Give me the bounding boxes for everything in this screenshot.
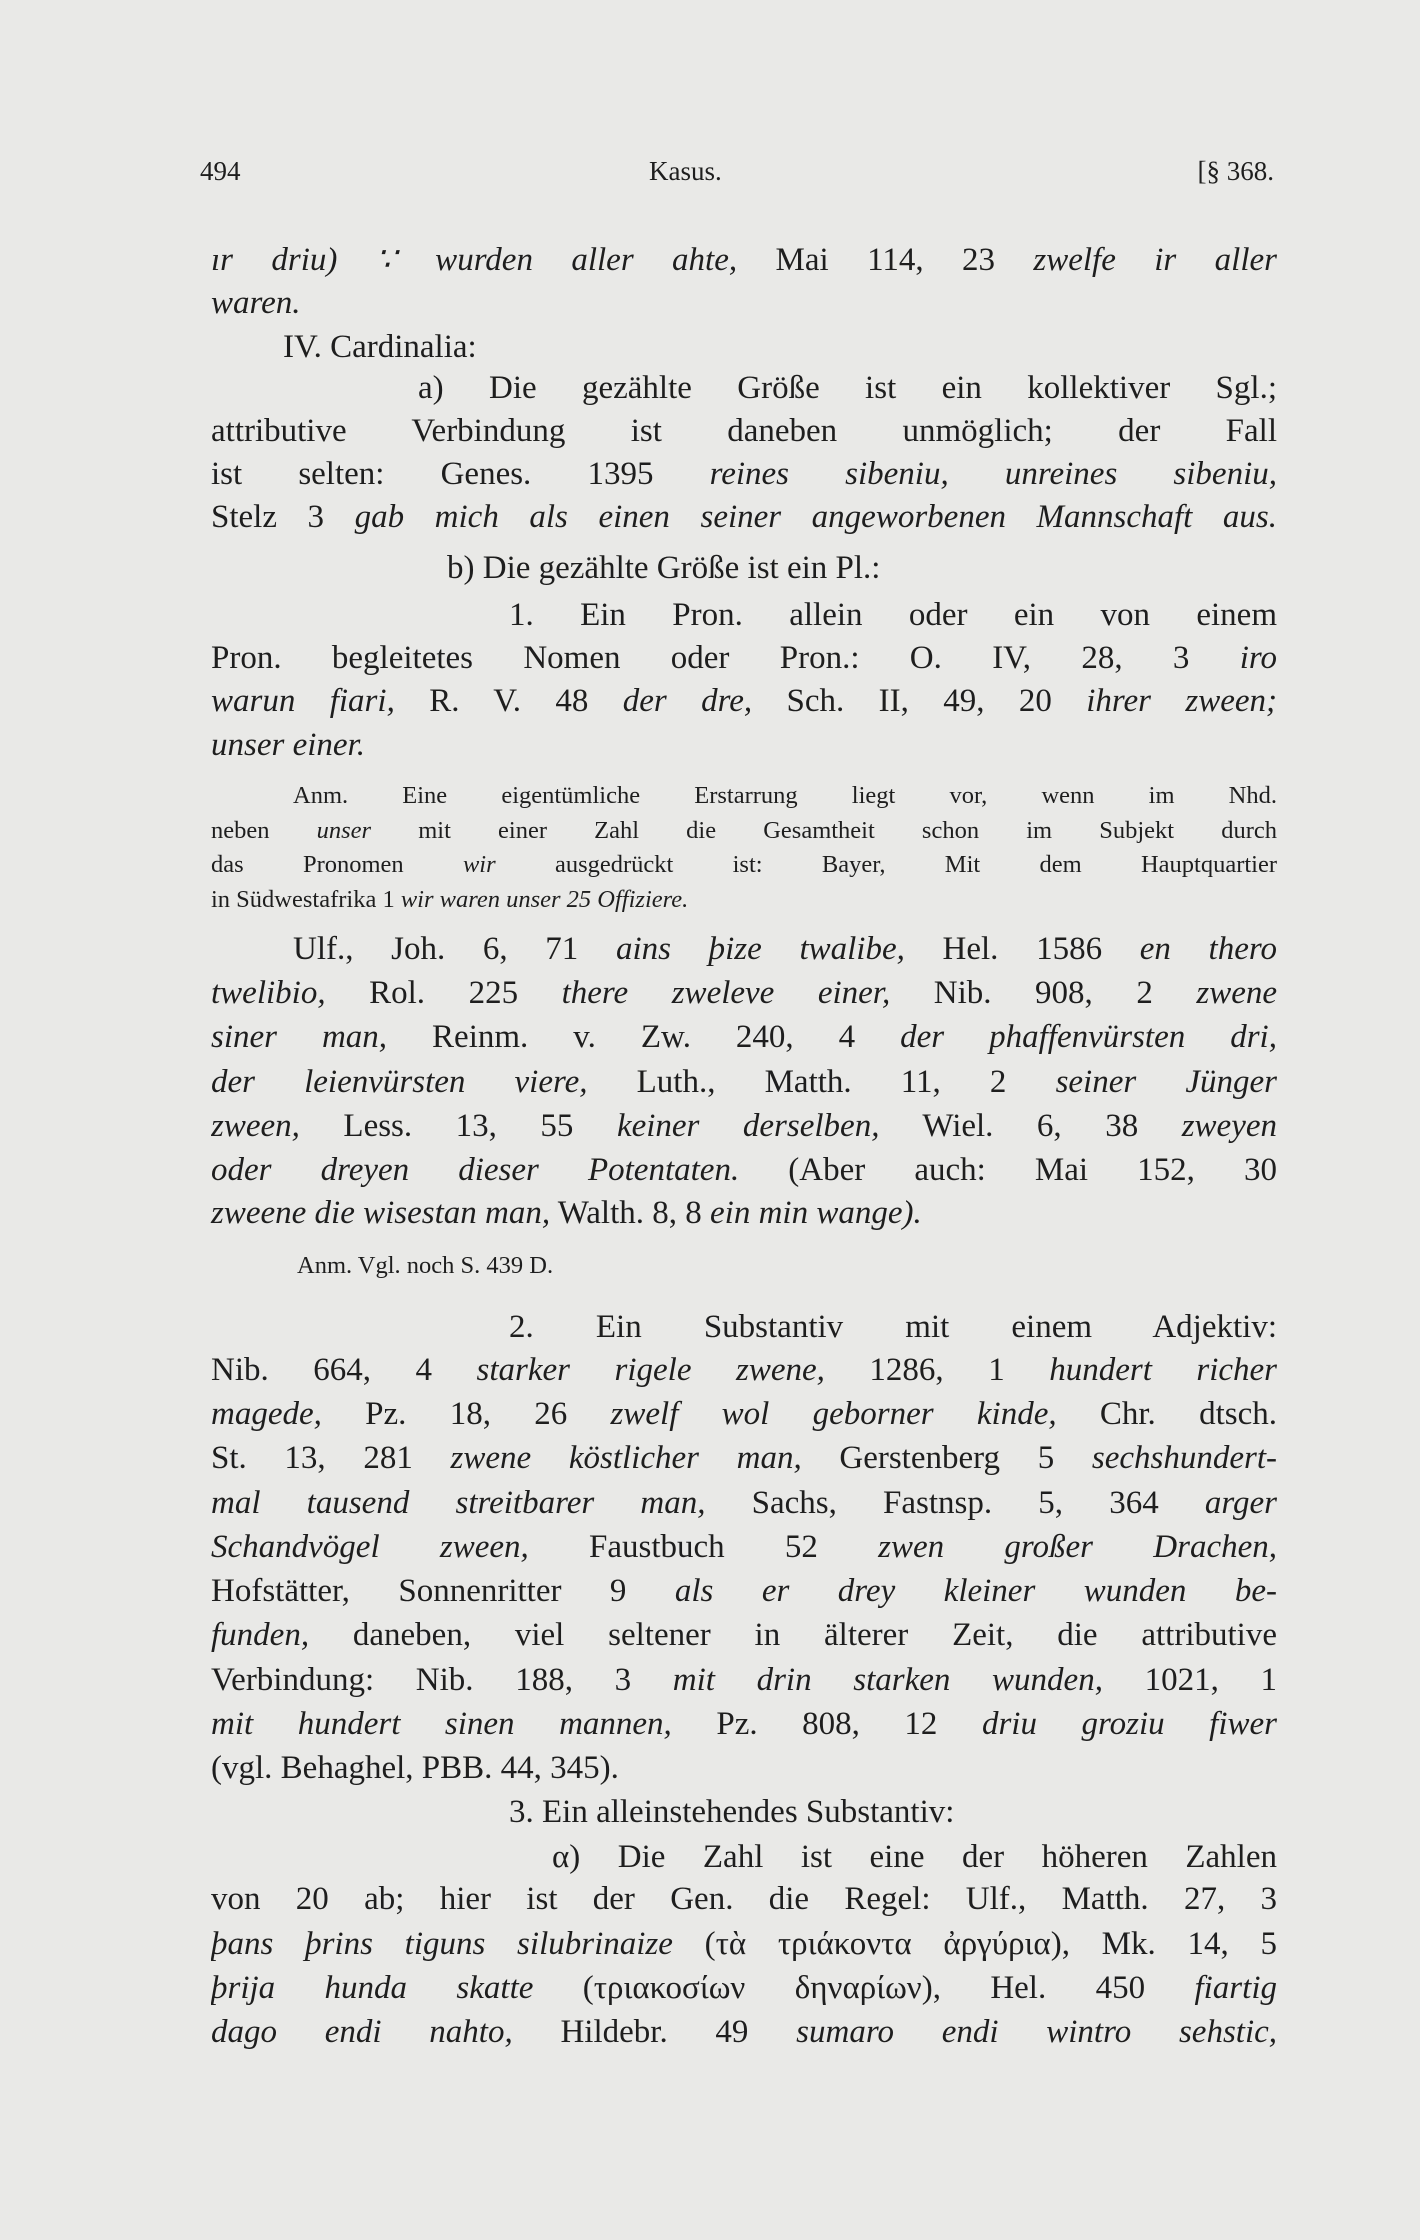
text-run: von 20 ab; hier ist der Gen. die Regel: Ulf., Matth. 27, 3: [211, 1881, 1277, 1918]
italic-quote: zwene: [1196, 975, 1277, 1012]
text-run: IV. Cardinalia:: [283, 328, 477, 365]
text-line: [211, 1660, 1277, 1700]
text-run: (τὰ τριάκοντα ἀργύρια), Mk. 14, 5: [672, 1925, 1277, 1962]
italic-quote: ains þize twalibe,: [615, 930, 905, 967]
text-line: [211, 1704, 1277, 1744]
footnote-line: [293, 781, 1277, 811]
section-number: [§ 368.: [1197, 156, 1274, 186]
text-run: Pz. 18, 26: [321, 1396, 611, 1433]
italic-quote: þrija hunda skatte: [211, 1969, 534, 2006]
text-line: [211, 411, 1277, 451]
italic-quote: zwene köstlicher man,: [450, 1440, 802, 1477]
text-run: Luth., Matth. 11, 2: [587, 1063, 1056, 1100]
italic-quote: zwen großer Drachen,: [878, 1528, 1277, 1565]
italic-quote: þans þrins tiguns silubrinaize: [211, 1925, 673, 1962]
italic-quote: oder dreyen dieser Potentaten.: [211, 1152, 740, 1189]
italic-quote: siner man,: [211, 1019, 388, 1056]
text-line: [283, 327, 1277, 367]
text-run: attributive Verbindung ist daneben unmöglich; der Fall: [211, 412, 1277, 449]
text-run: Pron. begleitetes Nomen oder Pron.: O. IV, 28, 3: [211, 639, 1240, 676]
italic-quote: driu groziu fiwer: [981, 1705, 1277, 1742]
text-line: [211, 1438, 1277, 1478]
page-number: 494: [200, 156, 241, 186]
italic-quote: iro: [1239, 639, 1277, 676]
text-run: in Südwestafrika 1: [211, 886, 401, 914]
text-run: das Pronomen: [211, 850, 463, 878]
text-run: Mai 114, 23: [737, 241, 1034, 278]
running-title: Kasus.: [649, 156, 722, 186]
italic-quote: ihrer zween;: [1086, 682, 1277, 719]
footnote-line: [297, 1251, 1277, 1281]
italic-quote: mit drin starken wunden,: [672, 1661, 1103, 1698]
italic-quote: funden,: [211, 1617, 310, 1654]
text-run: Verbindung: Nib. 188, 3: [211, 1661, 673, 1698]
italic-quote: zwelf wol geborner kinde,: [610, 1396, 1057, 1433]
text-line: [211, 283, 1277, 323]
text-line: [211, 1017, 1277, 1057]
text-run: b) Die gezählte Größe ist ein Pl.:: [447, 549, 881, 586]
text-run: daneben, viel seltener in älterer Zeit, die attributive: [309, 1617, 1277, 1654]
text-run: Hildebr. 49: [512, 2014, 797, 2051]
text-line: [211, 973, 1277, 1013]
text-run: mit einer Zahl die Gesamtheit schon im Subjekt durch: [371, 816, 1277, 844]
text-run: Sch. II, 49, 20: [752, 682, 1087, 719]
text-line: [211, 454, 1277, 494]
text-run: Less. 13, 55: [299, 1107, 617, 1144]
text-run: Stelz 3: [211, 498, 355, 535]
italic-quote: seiner Jünger: [1055, 1063, 1277, 1100]
italic-quote: warun fiari,: [211, 682, 395, 719]
italic-quote: keiner derselben,: [616, 1107, 880, 1144]
italic-quote: ır driu) ∵ wurden aller ahte,: [211, 241, 738, 278]
text-run: Walth. 8, 8: [550, 1194, 711, 1231]
text-run: Nib. 908, 2: [890, 975, 1197, 1012]
italic-quote: mit hundert sinen mannen,: [211, 1705, 672, 1742]
text-run: 1. Ein Pron. allein oder ein von einem: [509, 597, 1277, 634]
text-run: R. V. 48: [394, 682, 623, 719]
italic-quote: zween,: [211, 1107, 300, 1144]
text-line: [211, 1106, 1277, 1146]
text-line: [509, 595, 1277, 635]
text-run: α) Die Zahl ist eine der höheren Zahlen: [552, 1838, 1277, 1875]
italic-quote: sumaro endi wintro sehstic,: [796, 2014, 1277, 2051]
text-line: [509, 1307, 1277, 1347]
text-run: 1286, 1: [824, 1351, 1050, 1388]
italic-quote: hundert richer: [1049, 1351, 1277, 1388]
text-run: Faustbuch 52: [528, 1528, 879, 1565]
text-run: Chr. dtsch.: [1056, 1396, 1277, 1433]
text-line: [211, 1350, 1277, 1390]
text-line: [211, 1748, 1277, 1788]
italic-quote: mal tausend streitbarer man,: [211, 1484, 706, 1521]
italic-quote: wir: [462, 850, 496, 878]
text-run: St. 13, 281: [211, 1440, 451, 1477]
italic-quote: als er drey kleiner wunden be-: [674, 1573, 1277, 1610]
italic-quote: unser: [316, 816, 372, 844]
text-line: [211, 1879, 1277, 1919]
italic-quote: en thero: [1139, 930, 1277, 967]
footnote-line: [211, 816, 1277, 846]
text-line: [211, 240, 1277, 280]
text-run: 3. Ein alleinstehendes Substantiv:: [509, 1794, 955, 1831]
italic-quote: zweyen: [1181, 1107, 1277, 1144]
text-run: ist selten: Genes. 1395: [211, 455, 710, 492]
text-line: [211, 1150, 1277, 1190]
italic-quote: waren.: [211, 284, 301, 321]
italic-quote: der leienvürsten viere,: [211, 1063, 588, 1100]
text-line: [293, 929, 1277, 969]
italic-quote: magede,: [211, 1396, 322, 1433]
text-line: [509, 1792, 1277, 1832]
italic-quote: starker rigele zwene,: [476, 1351, 825, 1388]
text-run: Anm. Eine eigentümliche Erstarrung liegt vor, wenn im Nhd.: [293, 782, 1277, 810]
italic-quote: zweene die wisestan man,: [211, 1194, 551, 1231]
text-run: a) Die gezählte Größe ist ein kollektiver Sgl.;: [418, 370, 1277, 407]
italic-quote: fiartig: [1194, 1969, 1277, 2006]
italic-quote: dago endi nahto,: [211, 2014, 513, 2051]
text-line: [211, 681, 1277, 721]
text-run: Reinm. v. Zw. 240, 4: [387, 1019, 901, 1056]
footnote-line: [211, 850, 1277, 880]
italic-quote: Schandvögel zween,: [211, 1528, 529, 1565]
text-line: [211, 1483, 1277, 1523]
text-line: [211, 1571, 1277, 1611]
text-run: Nib. 664, 4: [211, 1351, 477, 1388]
italic-quote: unser einer.: [211, 726, 365, 763]
text-line: [211, 1527, 1277, 1567]
italic-quote: sechshundert-: [1091, 1440, 1277, 1477]
text-line: [211, 1615, 1277, 1655]
italic-quote: arger: [1204, 1484, 1277, 1521]
text-run: Ulf., Joh. 6, 71: [293, 930, 616, 967]
italic-quote: there zweleve einer,: [561, 975, 891, 1012]
text-run: 1021, 1: [1102, 1661, 1277, 1698]
italic-quote: gab mich als einen seiner angeworbenen Mannschaft aus.: [354, 498, 1277, 535]
text-line: [418, 368, 1277, 408]
italic-quote: ein min wange).: [710, 1194, 922, 1231]
text-line: [211, 1924, 1277, 1964]
text-run: Hofstätter, Sonnenritter 9: [211, 1573, 675, 1610]
italic-quote: der dre,: [622, 682, 753, 719]
text-line: [211, 1062, 1277, 1102]
text-run: Hel. 1586: [904, 930, 1140, 967]
text-run: Gerstenberg 5: [801, 1440, 1092, 1477]
footnote-line: [211, 885, 1277, 915]
text-run: Anm. Vgl. noch S. 439 D.: [297, 1251, 554, 1279]
text-run: Sachs, Fastnsp. 5, 364: [705, 1484, 1205, 1521]
text-run: (vgl. Behaghel, PBB. 44, 345).: [211, 1750, 619, 1787]
text-line: [211, 725, 1277, 765]
italic-quote: zwelfe ir aller: [1033, 241, 1277, 278]
italic-quote: twelibio,: [211, 975, 326, 1012]
text-run: (τριακοσίων δηναρίων), Hel. 450: [533, 1969, 1195, 2006]
italic-quote: der phaffenvürsten dri,: [900, 1019, 1277, 1056]
italic-quote: wir waren unser 25 Offiziere.: [400, 886, 689, 914]
text-line: [211, 638, 1277, 678]
text-run: Pz. 808, 12: [671, 1705, 982, 1742]
text-run: ausgedrückt ist: Bayer, Mit dem Hauptquartier: [495, 850, 1277, 878]
text-run: 2. Ein Substantiv mit einem Adjektiv:: [509, 1309, 1277, 1346]
text-line: [211, 2012, 1277, 2052]
italic-quote: reines sibeniu, unreines sibeniu,: [709, 455, 1277, 492]
text-line: [211, 497, 1277, 537]
text-run: Wiel. 6, 38: [879, 1107, 1182, 1144]
text-line: [447, 548, 1277, 588]
text-line: [211, 1968, 1277, 2008]
text-run: (Aber auch: Mai 152, 30: [739, 1152, 1277, 1189]
text-run: neben: [211, 816, 317, 844]
text-line: [552, 1837, 1277, 1877]
text-line: [211, 1193, 1277, 1233]
text-run: Rol. 225: [325, 975, 562, 1012]
text-line: [211, 1394, 1277, 1434]
